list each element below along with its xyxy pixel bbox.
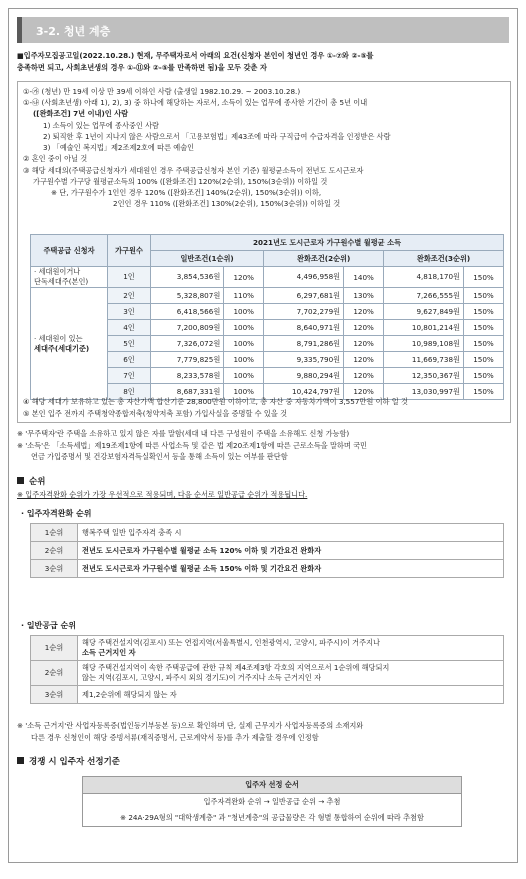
rank-label: 3순위 bbox=[31, 686, 78, 704]
income-percent: 130% bbox=[344, 288, 384, 304]
note-homeless: ※ '무주택자'란 주택을 소유하고 있지 않은 자를 말함(세대 내 다른 구성원이 주택을 소유해도 신청 가능함) bbox=[17, 429, 350, 438]
income-percent: 140% bbox=[344, 267, 384, 288]
income-percent: 120% bbox=[344, 352, 384, 368]
income-percent: 120% bbox=[344, 368, 384, 384]
criterion-sub-1: 1) 소득이 있는 업무에 종사중인 사람 bbox=[43, 121, 160, 130]
income-percent: 150% bbox=[463, 288, 503, 304]
income-value: 7,779,825원 bbox=[151, 352, 224, 368]
income-value: 10,424,797원 bbox=[264, 384, 344, 400]
note-income: ※ '소득'은 「소득세법」제19조제1항에 따른 사업소득 및 같은 법 제20조제1항에 따른 근로소득을 말하며 국민 bbox=[17, 441, 367, 450]
square-bullet-icon bbox=[17, 477, 24, 484]
income-value: 6,418,566원 bbox=[151, 304, 224, 320]
note-income-cont: 연금 가입증명서 및 건강보험자격득실확인서 등을 통해 소득이 있는 여부를 판단함 bbox=[31, 452, 288, 461]
rank-label: 2순위 bbox=[31, 661, 78, 686]
income-percent: 110% bbox=[224, 288, 264, 304]
income-value: 7,702,279원 bbox=[264, 304, 344, 320]
criterion-unmarried: ② 혼인 중이 아닐 것 bbox=[23, 154, 88, 163]
income-value: 5,328,807원 bbox=[151, 288, 224, 304]
income-value: 8,233,578원 bbox=[151, 368, 224, 384]
selection-box-title: 입주자 선정 순서 bbox=[83, 777, 461, 794]
income-percent: 150% bbox=[463, 368, 503, 384]
income-percent: 150% bbox=[463, 304, 503, 320]
income-percent: 100% bbox=[224, 368, 264, 384]
household-size: 4인 bbox=[108, 320, 151, 336]
income-percent: 150% bbox=[463, 320, 503, 336]
rank-desc: 전년도 도시근로자 가구원수별 월평균 소득 150% 이하 및 기간요건 완화자 bbox=[78, 560, 504, 578]
income-percent: 150% bbox=[463, 267, 503, 288]
selection-title: 경쟁 시 입주자 선정기준 bbox=[29, 757, 120, 767]
income-value: 7,266,555원 bbox=[384, 288, 464, 304]
income-percent: 100% bbox=[224, 304, 264, 320]
income-value: 11,669,738원 bbox=[384, 352, 464, 368]
income-percent: 100% bbox=[224, 336, 264, 352]
criterion-sub-2: 2) 퇴직한 후 1년이 지나지 않은 사람으로서 「고용보험법」제43조에 따라 구직급여 수급자격을 인정받은 사람 bbox=[43, 132, 391, 141]
table-row bbox=[31, 542, 504, 560]
rank-desc-line: 않는 지역(김포시, 고양시, 파주시 외의 경기도)이 거주지나 소득 근거지인 자 bbox=[82, 673, 322, 682]
criterion-income-note-2: 2인인 경우 110% ([완화조건] 130%(2순위), 150%(3순위)) 이하일 것 bbox=[113, 199, 341, 208]
priority-heading bbox=[17, 475, 45, 487]
criterion-assets: ④ 해당 세대가 보유하고 있는 총 자산가액 합산기준 28,800만원 이하이고, 총 자산 중 자동차가액이 3,557만원 이하 일 것 bbox=[23, 397, 408, 406]
group-household bbox=[31, 288, 108, 400]
rank-desc bbox=[78, 686, 504, 704]
income-percent: 100% bbox=[224, 320, 264, 336]
general-priority-title: · 일반공급 순위 bbox=[21, 621, 76, 630]
rank-desc: 행복주택 일반 입주자격 충족 시 bbox=[78, 524, 504, 542]
income-value: 9,880,294원 bbox=[264, 368, 344, 384]
selection-box bbox=[82, 776, 462, 827]
group-single-line-2: 단독세대주(본인) bbox=[34, 277, 89, 286]
square-bullet-icon bbox=[17, 757, 24, 764]
table-row bbox=[31, 267, 504, 288]
selection-heading bbox=[17, 755, 120, 767]
income-percent: 120% bbox=[344, 336, 384, 352]
rank-desc bbox=[78, 661, 504, 686]
footnote-income-base-cont: 다른 경우 신청인이 해당 증빙서류(재직증명서, 근로계약서 등)를 추가 제출할 경우에 인정함 bbox=[31, 733, 319, 742]
intro-line-2: 충족하면 되고, 사회초년생의 경우 ①-⑪와 ②-⑤를 만족하면 됨)을 모두 갖춘 자 bbox=[17, 63, 267, 72]
criterion-newcomer-cont: ([완화조건] 7년 이내)인 사람 bbox=[33, 109, 129, 118]
table-row bbox=[31, 524, 504, 542]
income-value: 9,627,849원 bbox=[384, 304, 464, 320]
rank-label: 1순위 bbox=[31, 524, 78, 542]
income-value: 10,989,108원 bbox=[384, 336, 464, 352]
footnote-income-base: ※ '소득 근거지'란 사업자등록증(법인등기부등본 등)으로 확인하며 단, 실제 근무지가 사업자등록증의 소재지와 bbox=[17, 721, 364, 730]
table-row bbox=[31, 288, 504, 304]
rank-desc-line: 소득 근거지인 자 bbox=[82, 648, 136, 657]
criterion-income-note-1: ※ 단, 가구원수가 1인인 경우 120% ([완화조건] 140%(2순위), 150%(3순위)) 이하, bbox=[51, 188, 322, 197]
group-household-line-2: 세대주(세대기준) bbox=[34, 343, 90, 353]
col-household-size: 가구원수 bbox=[108, 235, 151, 267]
table-row bbox=[31, 560, 504, 578]
income-table bbox=[30, 234, 504, 400]
priority-note: ※ 입주자격완화 순위가 가장 우선적으로 적용되며, 다음 순서로 일반공급 순위가 적용됩니다. bbox=[17, 490, 308, 499]
selection-note: ※ 24A·29A형의 "대학생계층" 과 "청년계층"의 공급물량은 각 형별 통합하여 순위에 따라 추첨함 bbox=[120, 813, 424, 822]
rank-label: 1순위 bbox=[31, 636, 78, 661]
criterion-savings: ⑤ 본인 입주 전까지 주택청약종합저축(청약저축 포함) 가입사실을 증명할 수 있을 것 bbox=[23, 409, 288, 418]
household-size: 2인 bbox=[108, 288, 151, 304]
priority-title: 순위 bbox=[29, 477, 46, 487]
income-value: 7,326,072원 bbox=[151, 336, 224, 352]
col-general: 일반조건(1순위) bbox=[151, 251, 264, 267]
group-single bbox=[31, 267, 108, 288]
income-value: 12,350,367원 bbox=[384, 368, 464, 384]
household-size: 5인 bbox=[108, 336, 151, 352]
section-title: 3-2. 청년 계층 bbox=[36, 25, 111, 38]
criterion-newcomer: ①-㉯ (사회초년생) 아래 1), 2), 3) 중 하나에 해당하는 자로서, 소득이 있는 업무에 종사한 기간이 총 5년 이내 bbox=[23, 98, 368, 107]
document-page bbox=[8, 8, 518, 863]
col-income-title: 2021년도 도시근로자 가구원수별 월평균 소득 bbox=[151, 235, 504, 251]
income-value: 7,200,809원 bbox=[151, 320, 224, 336]
rank-label: 2순위 bbox=[31, 542, 78, 560]
col-relaxed-3: 완화조건(3순위) bbox=[384, 251, 504, 267]
criterion-sub-3: 3) 「예술인 복지법」제2조제2호에 따른 예술인 bbox=[43, 143, 195, 152]
criterion-youth: ①-㉮ (청년) 만 19세 이상 만 39세 이하인 사람 (출생일 1982.10.29. ~ 2003.10.28.) bbox=[23, 87, 301, 96]
rank-desc bbox=[78, 636, 504, 661]
income-value: 10,801,214원 bbox=[384, 320, 464, 336]
relax-priority-title: · 입주자격완화 순위 bbox=[21, 509, 92, 518]
criterion-income: ③ 해당 세대의(주택공급신청자가 세대원인 경우 주택공급신청자 본인 기준) 월평균소득이 전년도 도시근로자 bbox=[23, 166, 364, 175]
income-percent: 120% bbox=[224, 267, 264, 288]
income-value: 6,297,681원 bbox=[264, 288, 344, 304]
income-percent: 120% bbox=[344, 320, 384, 336]
table-row bbox=[31, 636, 504, 661]
income-percent: 150% bbox=[463, 384, 503, 400]
rank-desc-line: 제1,2순위에 해당되지 않는 자 bbox=[82, 689, 177, 699]
income-value: 8,687,331원 bbox=[151, 384, 224, 400]
group-household-line-1: · 세대원이 있는 bbox=[34, 333, 83, 343]
table-row bbox=[31, 661, 504, 686]
income-value: 9,335,790원 bbox=[264, 352, 344, 368]
household-size: 3인 bbox=[108, 304, 151, 320]
income-percent: 100% bbox=[224, 384, 264, 400]
income-value: 13,030,997원 bbox=[384, 384, 464, 400]
income-percent: 120% bbox=[344, 304, 384, 320]
relax-priority-table bbox=[30, 523, 504, 578]
income-percent: 150% bbox=[463, 352, 503, 368]
col-relaxed-2: 완화조건(2순위) bbox=[264, 251, 384, 267]
income-value: 8,640,971원 bbox=[264, 320, 344, 336]
table-row bbox=[31, 686, 504, 704]
selection-order: 입주자격완화 순위 → 일반공급 순위 → 추첨 bbox=[203, 797, 341, 806]
household-size: 7인 bbox=[108, 368, 151, 384]
income-value: 4,496,958원 bbox=[264, 267, 344, 288]
rank-desc: 전년도 도시근로자 가구원수별 월평균 소득 120% 이하 및 기간요건 완화자 bbox=[78, 542, 504, 560]
group-single-line-1: · 세대원이거나 bbox=[34, 267, 81, 276]
income-percent: 150% bbox=[463, 336, 503, 352]
income-value: 8,791,286원 bbox=[264, 336, 344, 352]
household-size: 1인 bbox=[108, 267, 151, 288]
rank-desc-line: 해당 주택건설지역(김포시) 또는 연접지역(서울특별시, 인천광역시, 고양시, 파주시)이 거주지나 bbox=[82, 638, 380, 647]
general-priority-table bbox=[30, 635, 504, 704]
rank-label: 3순위 bbox=[31, 560, 78, 578]
household-size: 6인 bbox=[108, 352, 151, 368]
col-applicant: 주택공급 신청자 bbox=[31, 235, 108, 267]
section-header bbox=[17, 17, 509, 43]
income-value: 4,818,170원 bbox=[384, 267, 464, 288]
income-value: 3,854,536원 bbox=[151, 267, 224, 288]
intro-line-1: ■입주자모집공고일(2022.10.28.) 현재, 무주택자로서 아래의 요건(신청자 본인이 청년인 경우 ①-⑦와 ②-⑤를 bbox=[17, 51, 374, 60]
household-size: 8인 bbox=[108, 384, 151, 400]
rank-desc-line: 해당 주택건설지역이 속한 주택공급에 관한 규칙 제4조제3항 각호의 지역으로서 1순위에 해당되지 bbox=[82, 663, 390, 672]
criterion-income-cont: 가구원수별 가구당 월평균소득의 100% ([완화조건] 120%(2순위), 150%(3순위)) 이하일 것 bbox=[33, 177, 328, 186]
income-percent: 100% bbox=[224, 352, 264, 368]
income-percent: 120% bbox=[344, 384, 384, 400]
